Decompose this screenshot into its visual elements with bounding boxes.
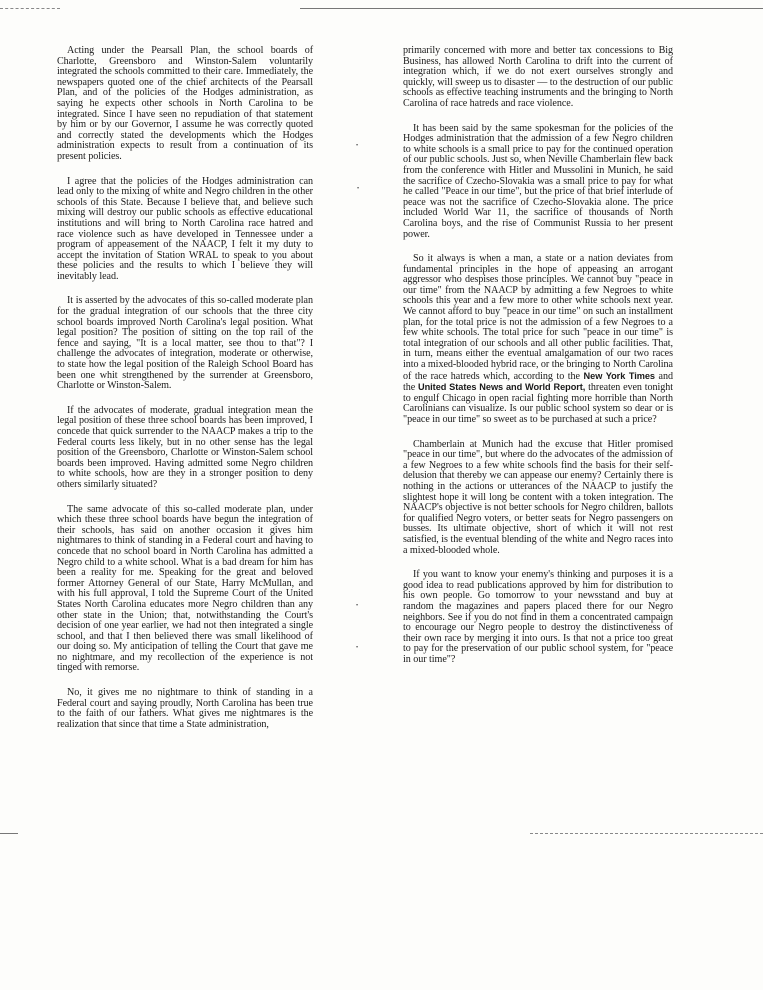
scan-mark: • <box>357 186 360 192</box>
paragraph-text: So it always is when a man, a state or a nation deviates from fundamental principles in the hope of appeasing an arrogant aggressor who despises those principles. We cannot buy "peace in our time" from the NAACP by admitting a few Negroes to white schools this year and a few more to other white schools next year. We cannot afford to buy "peace in our time" on such an installment plan, for the total price is not the admission of a few Negroes to a few white schools. The total price for such "peace in our time" is total integration of our schools and all other public facilities. That, in turn, means either the eventual amalgamation of our two races into a mixed-blooded hybrid race, or the bringing to North Carolina of the race hatreds which, according to the <box>403 253 673 382</box>
paragraph <box>403 254 673 426</box>
top-edge-rule-left <box>0 8 60 9</box>
top-edge-rule <box>300 8 763 9</box>
left-column <box>57 46 313 744</box>
paragraph: If you want to know your enemy's thinking and purposes it is a good idea to read publications approved by him for distribution to his own people. Go tomorrow to your newsstand and buy at random the magazines and papers placed there for our Negro neighbors. See if you do not find in them a concentrated campaign to encourage our Negro people to destroy the distinctiveness of their own race by merging it into ours. Is that not a price too great to pay for the preservation of our public school system, for "peace in our time"? <box>403 569 673 665</box>
publication-name: New York Times <box>583 370 655 381</box>
publication-name: United States News and World Report, <box>418 382 586 393</box>
paragraph: Acting under the Pearsall Plan, the school boards of Charlotte, Greensboro and Winston-Salem voluntarily integrated the schools committed to their care. Immediately, the newspapers quoted one of the chief architects of the Pearsall Plan, and of the policies of the Hodges administration, as saying he expects other schools in North Carolina to be integrated. Since I have seen no repudiation of that statement by him or by our Governor, I assume he was correctly quoted and correctly stated the developments which the Hodges administration expects to result from a continuation of its present policies. <box>57 45 313 162</box>
paragraph: It has been said by the same spokesman for the policies of the Hodges administration that the admission of a few Negro children to white schools is a small price to pay for the continued operation of our public schools. Just so, when Neville Chamberlain flew back from the conference with Hitler and Mussolini in Munich, he said the sacrifice of Czecho-Slovakia was a small price to pay for what he called "Peace in our time", but the price of that brief interlude of peace was not the sacrifice of Czecho-Slovakia alone. The price included World War 11, the sacrifice of thousands of North Carolina boys, and the rise of Communist Russia to her present power. <box>403 122 673 240</box>
paragraph: If the advocates of moderate, gradual integration mean the legal position of these three school boards has been improved, I concede that quick surrender to the NAACP makes a trip to the Federal courts less likely, but in no other sense has the legal position of the Greensboro, Charlotte or Winston-Salem school boards been improved. Having admitted some Negro children to white schools, how are they in a stronger position to deny others similarly situated? <box>57 404 313 490</box>
right-column <box>403 46 673 679</box>
paragraph-text: threaten even tonight to engulf Chicago in open racial fighting more horrible than North Carolinians can visualize. Is our public school system so dear or is "peace in our time" so sweet as to be purchased at such a price? <box>403 382 674 425</box>
scan-mark: • <box>356 603 359 609</box>
paragraph: I agree that the policies of the Hodges administration can lead only to the mixing of white and Negro children in the other schools of this State. Because I believe that, and believe such mixing will destroy our public schools as effective educational institutions and will bring to North Carolina race hatred and race violence such as have developed in Tennessee under a program of appeasement of the NAACP, I felt it my duty to accept the invitation of Station WRAL to speak to you about these policies and the results to which I believe they will inevitably lead. <box>57 175 313 282</box>
paragraph: No, it gives me no nightmare to think of standing in a Federal court and saying proudly, North Carolina has been true to the faith of our fathers. What gives me nightmares is the realization that since that time a State administration, <box>57 687 313 730</box>
bottom-edge-rule-left <box>0 833 18 834</box>
bottom-edge-rule-right <box>530 833 763 834</box>
scan-mark: • <box>356 143 359 149</box>
paragraph: It is asserted by the advocates of this so-called moderate plan for the gradual integration of our schools that the three city school boards improved North Carolina's legal position. What legal position? The position of sitting on the top rail of the fence and saying, "It is a local matter, see thou to that"? I challenge the advocates of integration, moderate or otherwise, to state how the legal position of the Raleigh School Board has been one whit strengthened by the surrender at Greensboro, Charlotte or Winston-Salem. <box>57 295 313 392</box>
paragraph-continued: primarily concerned with more and better tax concessions to Big Business, has allowed North Carolina to drift into the current of integration which, if we do not exert ourselves strongly and quickly, will sweep us to disaster — to the destruction of our public schools as effective teaching instruments and the bringing to North Carolina of race hatreds and race violence. <box>403 45 673 109</box>
paragraph: The same advocate of this so-called moderate plan, under which these three school boards have begun the integration of their schools, has said on another occasion it gives him nightmares to think of standing in a Federal court and having to concede that no school board in North Carolina has admitted a Negro child to a white school. What is a bad dream for him has been a reality for me. Speaking for the great and beloved former Attorney General of our State, Harry McMullan, and with his full approval, I told the Supreme Court of the United States North Carolina educates more Negro children than any other state in the Union; that, notwithstanding the Court's decision of one year earlier, we had not then integrated a single school, and that I then believed there was small likelihood of our doing so. My anticipation of telling the Court that gave me no nightmare, and my recollection of the experience is not tinged with remorse. <box>57 503 313 674</box>
scan-mark: • <box>356 645 359 651</box>
paragraph: Chamberlain at Munich had the excuse that Hitler promised "peace in our time", but where do the advocates of the admission of a few Negroes to a few white schools find the basis for their self-delusion that thereby we can appease our enemy? Certainly there is nothing in the actions or utterances of the NAACP to justify the slightest hope it will long be content with a token integration. The NAACP's objective is not better schools for Negro children, ballots for qualified Negro voters, or better seats for Negro passengers on busses. Its ultimate objective, short of which it will not rest satisfied, is the eventual blending of the white and Negro races into a mixed-blooded whole. <box>403 438 673 556</box>
paragraph-text: and the <box>403 370 673 394</box>
